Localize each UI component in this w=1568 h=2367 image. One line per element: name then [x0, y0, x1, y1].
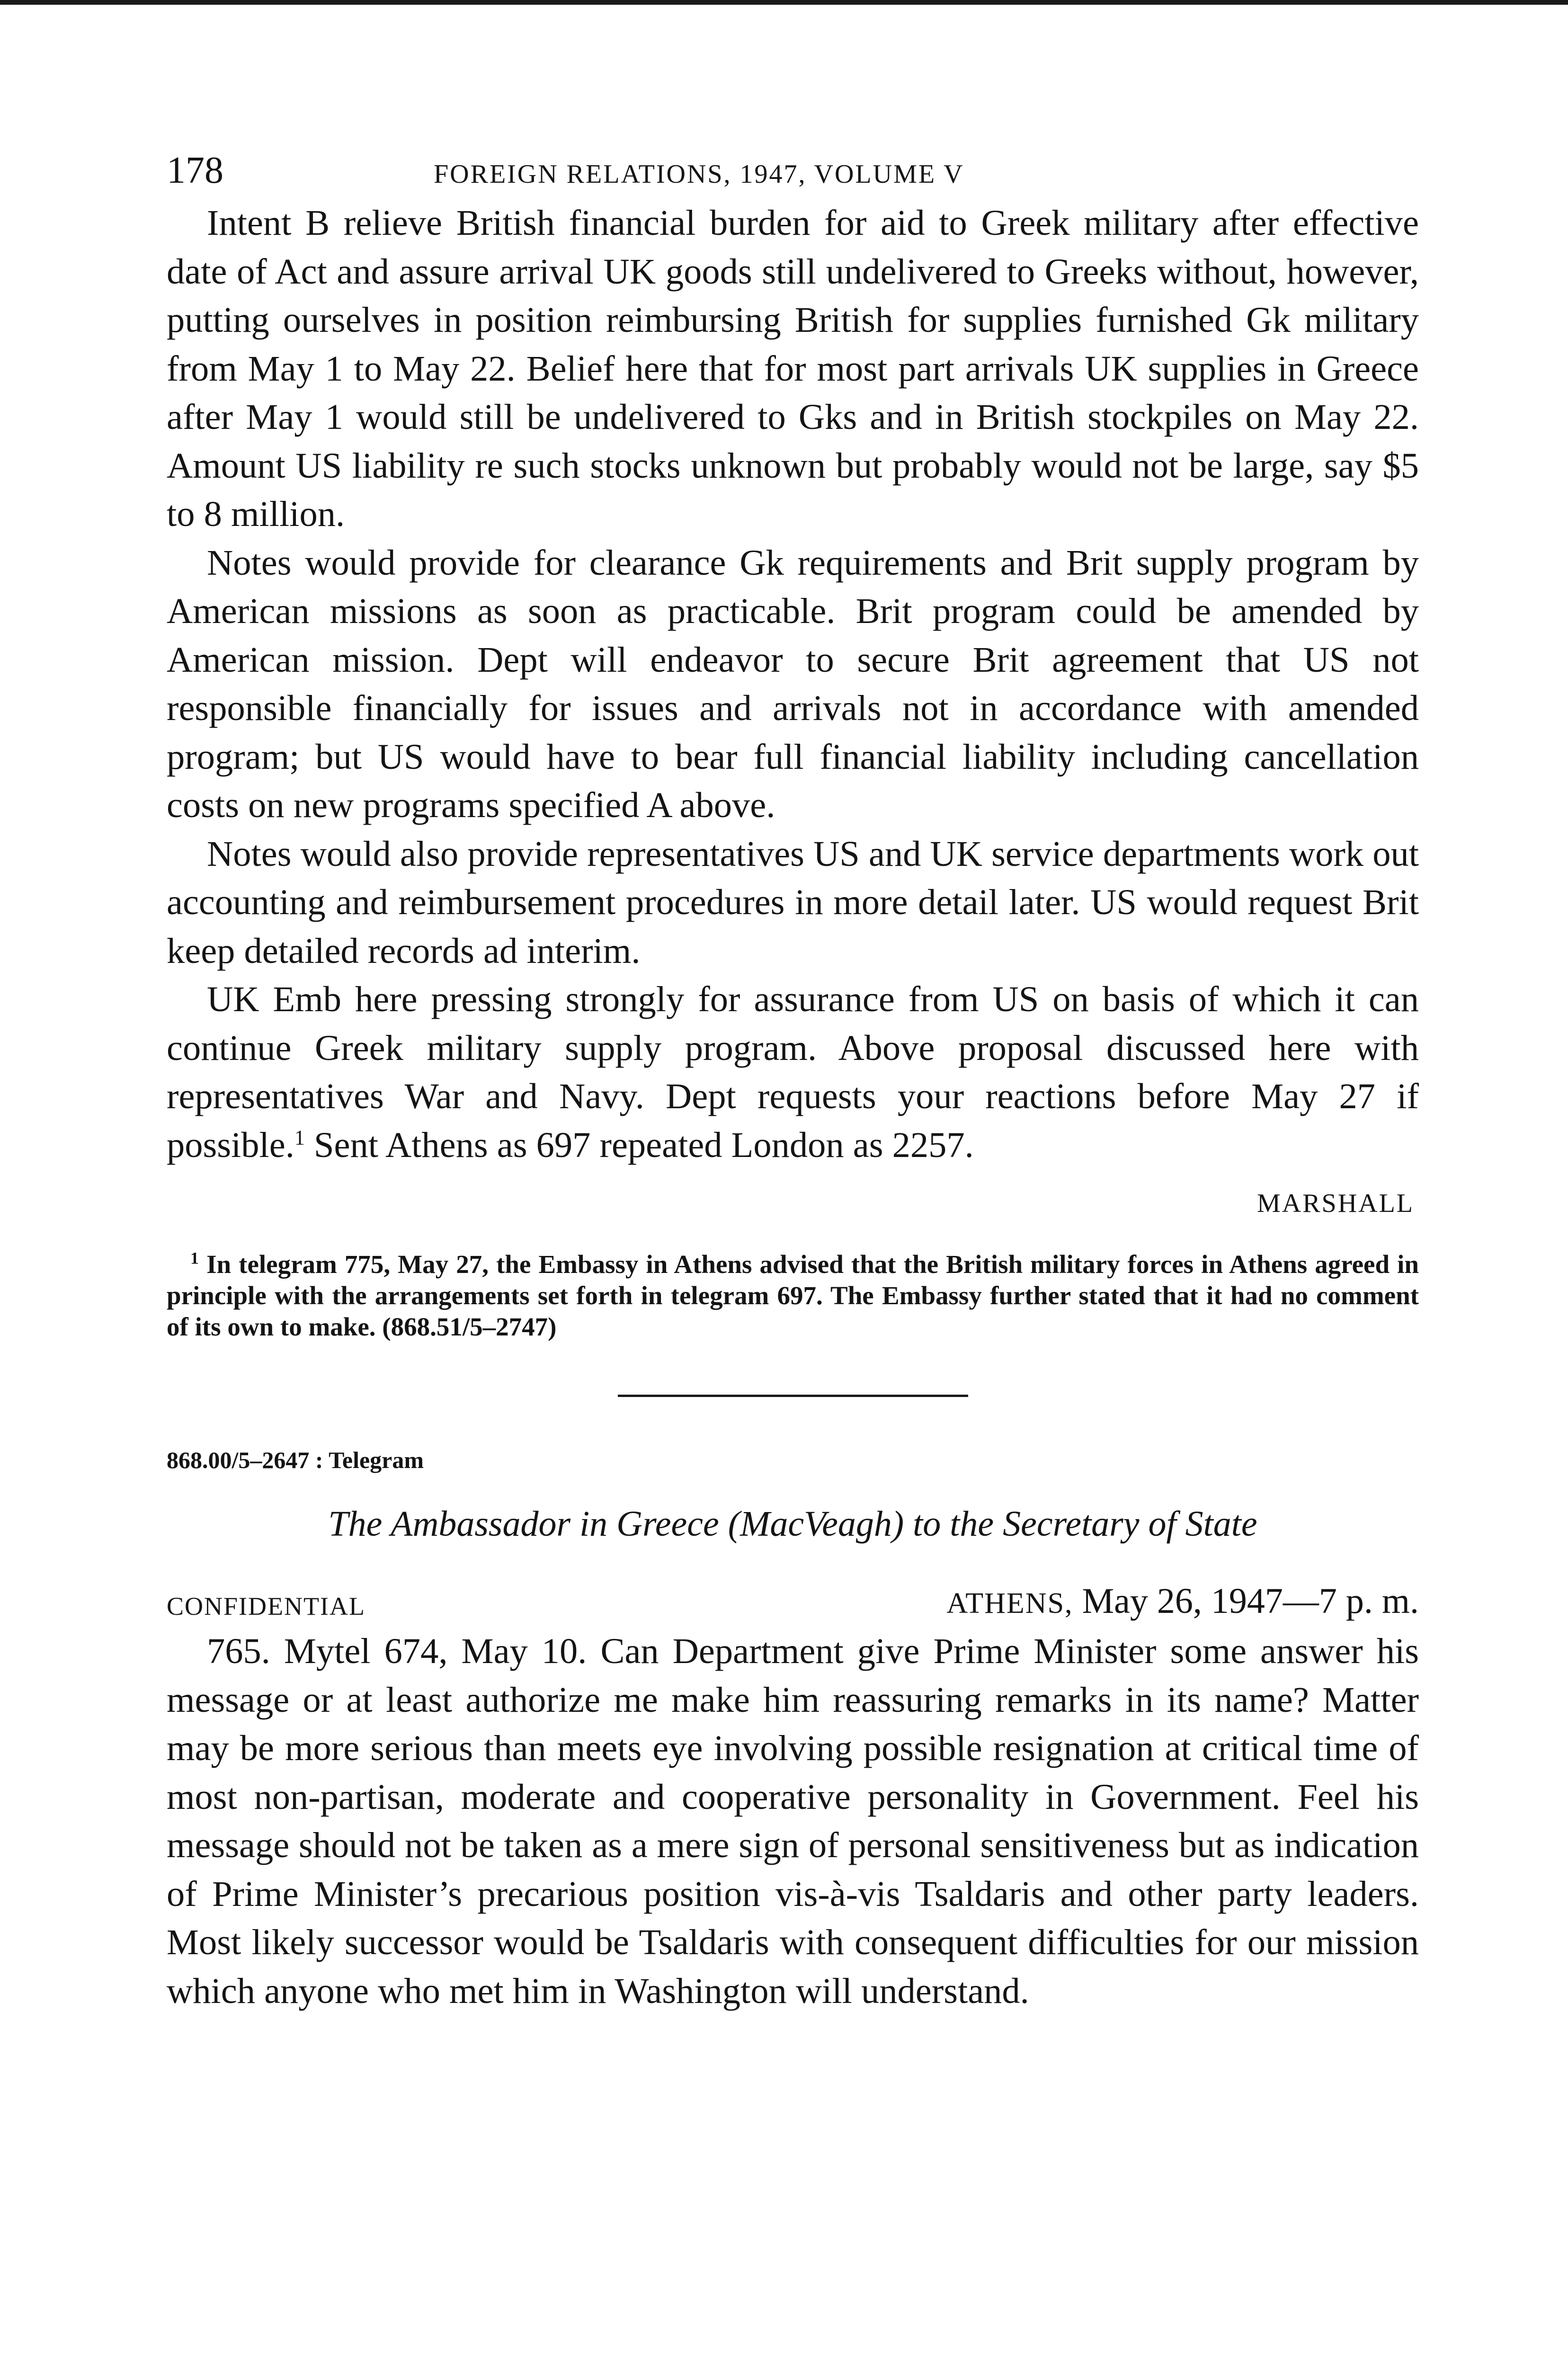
footnote-text: In telegram 775, May 27, the Embassy in Athens advised that the British military forces in Athens agreed in principle with the arrangements set forth in telegram 697. The Embassy further stated that it had no comment of its own to make. (868.51/5–2747) [167, 1250, 1419, 1341]
file-number: 868.00/5–2647 : Telegram [167, 1447, 424, 1473]
classification-label: CONFIDENTIAL [167, 1592, 365, 1620]
document-heading: The Ambassador in Greece (MacVeagh) to the Secretary of State [328, 1504, 1257, 1544]
footnote-reference: 1 [294, 1126, 305, 1149]
telegram-body: 765. Mytel 674, May 10. Can Department give Prime Minister some answer his message or at least authorize me make him reassuring remarks in its name? Matter may be more serious than meets eye involving possible resignation at critical time of most non-partisan, moderate and cooperative personality in Government. Feel his message should not be taken as a mere sign of personal sensitiveness but as indication of Prime Minister’s precarious position vis-à-vis Tsaldaris and other party leaders. Most likely successor would be Tsaldaris with consequent difficulties for our mission which anyone who met him in Washington will understand. [167, 1631, 1419, 2011]
dateline-date: May 26, 1947—7 p. m. [1073, 1581, 1419, 1621]
running-head [167, 147, 1419, 199]
page-number: 178 [167, 150, 223, 191]
dateline-place: ATHENS, [946, 1587, 1073, 1620]
classification-dateline [167, 1575, 1419, 1627]
telegram-continuation [167, 199, 1419, 1226]
paragraph-intent-b: Intent B relieve British financial burden for aid to Greek military after effective date of Act and assure arrival UK goods still undelivered to Greeks without, however, putting ourselves in position reimbursing British for supplies furnished Gk military from May 1 to May 22. Belief here that for most part arrivals UK supplies in Greece after May 1 would still be undelivered to Gks and in British stockpiles on May 22. Amount US liability re such stocks unknown but probably would not be large, say $5 to 8 million. [167, 203, 1419, 534]
paragraph-uk-embassy-tail: Sent Athens as 697 repeated London as 2257. [304, 1124, 974, 1165]
paragraph-uk-embassy [167, 975, 1419, 1169]
paragraph-uk-embassy-text: UK Emb here pressing strongly for assurance from US on basis of which it can continue Greek military supply program. Above proposal discussed here with representatives War and Navy. Dept requests your reactions before May 27 if possible. [167, 979, 1419, 1165]
paragraph-notes-clearance: Notes would provide for clearance Gk requirements and Brit supply program by American missions as soon as practicable. Brit program could be amended by American mission. Dept will endeavor to secure Brit agreement that US not responsible financially for issues and arrivals not in accordance with amended program; but US would have to bear full financial liability including cancellation costs on new programs specified A above. [167, 542, 1419, 825]
dateline [946, 1575, 1419, 1629]
footnote-marker: 1 [190, 1248, 199, 1268]
footnote [167, 1249, 1419, 1343]
signature: MARSHALL [1256, 1189, 1414, 1218]
top-edge-rule [0, 0, 1568, 5]
running-title: FOREIGN RELATIONS, 1947, VOLUME V [434, 160, 964, 189]
section-divider [618, 1395, 968, 1397]
document-page [167, 147, 1419, 2015]
paragraph-notes-accounting: Notes would also provide representatives US and UK service departments work out accounting and reimbursement procedures in more detail later. US would request Brit keep detailed records ad interim. [167, 833, 1419, 971]
